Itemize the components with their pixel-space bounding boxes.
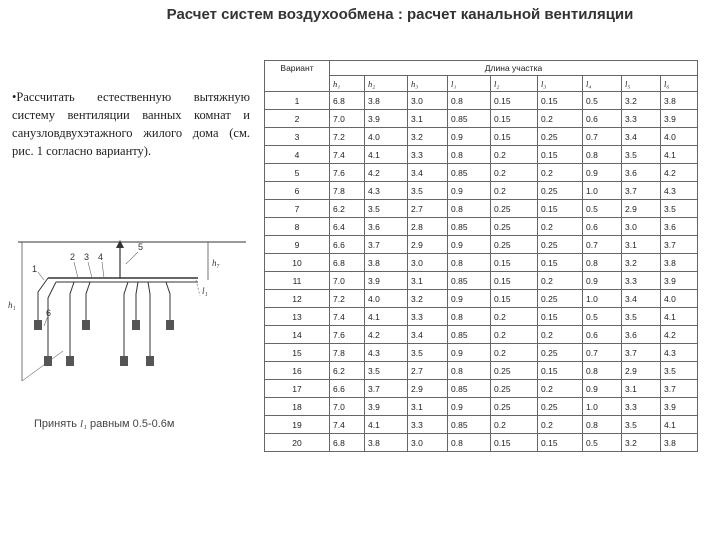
- ventilation-diagram: [8, 236, 258, 386]
- callout-leader: [88, 262, 92, 278]
- table-row: [265, 128, 698, 146]
- value-cell: 1.0: [583, 290, 622, 308]
- variant-cell: 3: [265, 128, 330, 146]
- exhaust-grille: [132, 320, 140, 330]
- value-cell: 3.7: [661, 380, 698, 398]
- value-cell: 3.9: [365, 272, 408, 290]
- variants-table: [264, 60, 698, 452]
- value-cell: 0.15: [538, 200, 583, 218]
- value-cell: 3.0: [408, 434, 448, 452]
- branch-duct: [166, 282, 170, 322]
- value-cell: 3.8: [661, 92, 698, 110]
- value-cell: 4.3: [365, 182, 408, 200]
- value-cell: 3.6: [661, 218, 698, 236]
- value-cell: 0.7: [583, 344, 622, 362]
- value-cell: 4.0: [365, 128, 408, 146]
- value-cell: 3.3: [622, 110, 661, 128]
- value-cell: 4.1: [365, 308, 408, 326]
- callout-label-3: 3: [84, 252, 90, 262]
- variant-cell: 12: [265, 290, 330, 308]
- callout-leader: [38, 272, 44, 280]
- value-cell: 0.9: [448, 344, 491, 362]
- value-cell: 6.6: [330, 236, 365, 254]
- variant-cell: 17: [265, 380, 330, 398]
- value-cell: 7.8: [330, 344, 365, 362]
- value-cell: 0.25: [491, 380, 538, 398]
- table-row: [265, 110, 698, 128]
- value-cell: 0.25: [538, 182, 583, 200]
- value-cell: 7.4: [330, 146, 365, 164]
- value-cell: 3.6: [622, 326, 661, 344]
- value-cell: 2.7: [408, 362, 448, 380]
- variant-cell: 8: [265, 218, 330, 236]
- value-cell: 2.8: [408, 218, 448, 236]
- column-header: l₄: [583, 76, 622, 92]
- value-cell: 0.9: [448, 128, 491, 146]
- value-cell: 3.8: [365, 92, 408, 110]
- value-cell: 3.9: [661, 110, 698, 128]
- column-header: h₃: [408, 76, 448, 92]
- callout-label-5: 5: [138, 242, 144, 252]
- value-cell: 0.5: [583, 92, 622, 110]
- value-cell: 0.25: [491, 218, 538, 236]
- value-cell: 3.5: [365, 362, 408, 380]
- value-cell: 0.8: [448, 200, 491, 218]
- value-cell: 0.9: [448, 290, 491, 308]
- value-cell: 3.6: [622, 164, 661, 182]
- value-cell: 7.6: [330, 326, 365, 344]
- branch-duct: [124, 282, 128, 356]
- value-cell: 0.9: [448, 236, 491, 254]
- value-cell: 7.2: [330, 128, 365, 146]
- exhaust-arrow: [116, 240, 124, 248]
- caption-prefix: Принять: [34, 418, 77, 430]
- value-cell: 0.2: [538, 326, 583, 344]
- value-cell: 4.0: [661, 290, 698, 308]
- column-header: h₁: [330, 76, 365, 92]
- value-cell: 0.2: [491, 182, 538, 200]
- value-cell: 3.7: [622, 344, 661, 362]
- value-cell: 3.3: [622, 272, 661, 290]
- column-header: l₂: [491, 76, 538, 92]
- value-cell: 0.6: [583, 218, 622, 236]
- value-cell: 4.0: [365, 290, 408, 308]
- value-cell: 0.6: [583, 326, 622, 344]
- value-cell: 6.2: [330, 200, 365, 218]
- value-cell: 4.1: [365, 416, 408, 434]
- variant-cell: 18: [265, 398, 330, 416]
- value-cell: 3.5: [408, 182, 448, 200]
- value-cell: 3.1: [408, 110, 448, 128]
- value-cell: 0.15: [538, 146, 583, 164]
- variant-cell: 11: [265, 272, 330, 290]
- value-cell: 3.5: [365, 200, 408, 218]
- value-cell: 3.5: [622, 308, 661, 326]
- callout-leader: [126, 252, 138, 264]
- value-cell: 3.2: [622, 92, 661, 110]
- value-cell: 7.0: [330, 398, 365, 416]
- value-cell: 0.5: [583, 200, 622, 218]
- value-cell: 0.2: [491, 308, 538, 326]
- value-cell: 0.15: [538, 92, 583, 110]
- value-cell: 3.5: [661, 362, 698, 380]
- value-cell: 0.25: [491, 200, 538, 218]
- value-cell: 0.9: [583, 164, 622, 182]
- column-header: l₁: [448, 76, 491, 92]
- variant-cell: 20: [265, 434, 330, 452]
- value-cell: 3.9: [365, 398, 408, 416]
- h1-label: h₁: [8, 300, 16, 310]
- value-cell: 4.3: [365, 344, 408, 362]
- value-cell: 3.5: [622, 146, 661, 164]
- variant-cell: 9: [265, 236, 330, 254]
- table-body: [265, 92, 698, 452]
- value-cell: 3.7: [365, 236, 408, 254]
- value-cell: 2.7: [408, 200, 448, 218]
- variant-cell: 13: [265, 308, 330, 326]
- value-cell: 3.7: [661, 236, 698, 254]
- value-cell: 0.8: [448, 308, 491, 326]
- value-cell: 4.2: [661, 326, 698, 344]
- callout-leader: [102, 262, 104, 278]
- value-cell: 3.5: [622, 416, 661, 434]
- l1-label: l₁: [202, 286, 208, 296]
- value-cell: 4.3: [661, 344, 698, 362]
- page-title: Расчет систем воздухообмена : расчет канальной вентиляции: [166, 6, 634, 23]
- variant-cell: 4: [265, 146, 330, 164]
- value-cell: 3.6: [365, 218, 408, 236]
- value-cell: 0.8: [583, 254, 622, 272]
- branch-duct: [70, 282, 74, 356]
- exhaust-grille: [34, 320, 42, 330]
- table-row: [265, 182, 698, 200]
- value-cell: 6.8: [330, 92, 365, 110]
- value-cell: 0.25: [538, 398, 583, 416]
- variant-cell: 15: [265, 344, 330, 362]
- value-cell: 7.4: [330, 416, 365, 434]
- value-cell: 1.0: [583, 182, 622, 200]
- variant-header: Вариант: [265, 61, 330, 92]
- value-cell: 0.25: [538, 344, 583, 362]
- value-cell: 7.0: [330, 272, 365, 290]
- value-cell: 3.4: [622, 128, 661, 146]
- value-cell: 0.15: [538, 362, 583, 380]
- value-cell: 3.0: [408, 92, 448, 110]
- exhaust-grille: [66, 356, 74, 366]
- value-cell: 3.3: [622, 398, 661, 416]
- value-cell: 0.85: [448, 416, 491, 434]
- value-cell: 4.2: [365, 164, 408, 182]
- value-cell: 0.85: [448, 164, 491, 182]
- value-cell: 3.3: [408, 416, 448, 434]
- table-row: [265, 236, 698, 254]
- table-row: [265, 218, 698, 236]
- callout-leader: [74, 262, 78, 278]
- value-cell: 3.1: [408, 398, 448, 416]
- table-row: [265, 164, 698, 182]
- value-cell: 3.1: [622, 380, 661, 398]
- value-cell: 7.6: [330, 164, 365, 182]
- value-cell: 3.8: [365, 434, 408, 452]
- value-cell: 0.85: [448, 218, 491, 236]
- column-header-row: [265, 76, 698, 92]
- variant-cell: 7: [265, 200, 330, 218]
- value-cell: 0.2: [538, 272, 583, 290]
- branch-duct: [86, 282, 90, 322]
- variant-cell: 2: [265, 110, 330, 128]
- value-cell: 3.4: [408, 164, 448, 182]
- value-cell: 3.5: [408, 344, 448, 362]
- value-cell: 7.2: [330, 290, 365, 308]
- value-cell: 0.25: [491, 236, 538, 254]
- table-row: [265, 254, 698, 272]
- callout-label-1: 1: [32, 264, 38, 274]
- value-cell: 0.2: [491, 326, 538, 344]
- caption: [34, 418, 254, 430]
- value-cell: 0.15: [491, 92, 538, 110]
- column-header: l₆: [661, 76, 698, 92]
- exhaust-grille: [82, 320, 90, 330]
- value-cell: 3.2: [408, 290, 448, 308]
- table-row: [265, 416, 698, 434]
- branch-duct: [48, 282, 56, 356]
- value-cell: 2.9: [622, 362, 661, 380]
- value-cell: 4.1: [661, 308, 698, 326]
- value-cell: 0.5: [583, 308, 622, 326]
- table-row: [265, 290, 698, 308]
- branch-duct: [148, 282, 150, 356]
- value-cell: 3.1: [622, 236, 661, 254]
- variant-cell: 6: [265, 182, 330, 200]
- value-cell: 3.4: [622, 290, 661, 308]
- value-cell: 0.9: [448, 182, 491, 200]
- column-header: h₂: [365, 76, 408, 92]
- value-cell: 0.6: [583, 110, 622, 128]
- exhaust-grille: [146, 356, 154, 366]
- caption-variable: l₁: [80, 418, 87, 430]
- value-cell: 3.9: [661, 398, 698, 416]
- value-cell: 0.2: [491, 344, 538, 362]
- caption-suffix: равным 0.5-0.6м: [89, 418, 175, 430]
- value-cell: 0.25: [538, 236, 583, 254]
- table-row: [265, 362, 698, 380]
- value-cell: 3.2: [622, 254, 661, 272]
- value-cell: 3.3: [408, 146, 448, 164]
- value-cell: 0.2: [491, 146, 538, 164]
- value-cell: 0.25: [538, 128, 583, 146]
- value-cell: 2.9: [408, 236, 448, 254]
- table-row: [265, 326, 698, 344]
- value-cell: 0.2: [538, 218, 583, 236]
- value-cell: 4.1: [661, 146, 698, 164]
- value-cell: 0.8: [583, 146, 622, 164]
- value-cell: 4.1: [661, 416, 698, 434]
- value-cell: 3.8: [661, 254, 698, 272]
- value-cell: 0.25: [538, 290, 583, 308]
- column-header: l₃: [538, 76, 583, 92]
- callout-label-2: 2: [70, 252, 76, 262]
- value-cell: 3.7: [365, 380, 408, 398]
- value-cell: 3.2: [622, 434, 661, 452]
- value-cell: 0.15: [491, 128, 538, 146]
- value-cell: 0.85: [448, 272, 491, 290]
- value-cell: 4.0: [661, 128, 698, 146]
- branch-duct: [136, 282, 138, 322]
- value-cell: 4.2: [365, 326, 408, 344]
- table-row: [265, 200, 698, 218]
- value-cell: 3.5: [661, 200, 698, 218]
- task-text: •Рассчитать естественную вытяжную систему вентиляции ванных комнат и санузловдвухэтажного жилого дома (см. рис. 1 согласно варианту).: [12, 90, 250, 158]
- value-cell: 3.8: [661, 434, 698, 452]
- variant-cell: 5: [265, 164, 330, 182]
- value-cell: 7.8: [330, 182, 365, 200]
- value-cell: 6.2: [330, 362, 365, 380]
- table-row: [265, 92, 698, 110]
- value-cell: 0.5: [583, 434, 622, 452]
- value-cell: 0.15: [491, 254, 538, 272]
- value-cell: 0.8: [448, 434, 491, 452]
- value-cell: 0.15: [491, 434, 538, 452]
- value-cell: 0.25: [491, 362, 538, 380]
- variant-cell: 19: [265, 416, 330, 434]
- value-cell: 0.15: [491, 110, 538, 128]
- table-row: [265, 398, 698, 416]
- value-cell: 0.85: [448, 380, 491, 398]
- span-header: Длина участка: [330, 61, 698, 76]
- value-cell: 0.2: [538, 416, 583, 434]
- value-cell: 3.7: [622, 182, 661, 200]
- table-row: [265, 434, 698, 452]
- value-cell: 2.9: [622, 200, 661, 218]
- hatch-line: [22, 351, 63, 381]
- value-cell: 3.8: [365, 254, 408, 272]
- variant-cell: 1: [265, 92, 330, 110]
- value-cell: 0.15: [491, 290, 538, 308]
- value-cell: 3.4: [408, 326, 448, 344]
- value-cell: 4.2: [661, 164, 698, 182]
- value-cell: 0.9: [583, 272, 622, 290]
- value-cell: 0.85: [448, 326, 491, 344]
- value-cell: 3.2: [408, 128, 448, 146]
- value-cell: 0.15: [538, 308, 583, 326]
- value-cell: 0.2: [538, 380, 583, 398]
- value-cell: 0.2: [538, 164, 583, 182]
- value-cell: 6.6: [330, 380, 365, 398]
- variant-cell: 14: [265, 326, 330, 344]
- value-cell: 6.4: [330, 218, 365, 236]
- exhaust-grille: [44, 356, 52, 366]
- value-cell: 0.85: [448, 110, 491, 128]
- value-cell: 0.15: [538, 254, 583, 272]
- table-row: [265, 308, 698, 326]
- value-cell: 0.8: [448, 254, 491, 272]
- value-cell: 0.9: [448, 398, 491, 416]
- value-cell: 0.2: [491, 416, 538, 434]
- callout-label-4: 4: [98, 252, 104, 262]
- value-cell: 0.8: [448, 362, 491, 380]
- value-cell: 0.25: [491, 398, 538, 416]
- value-cell: 3.0: [622, 218, 661, 236]
- value-cell: 0.8: [583, 416, 622, 434]
- variant-cell: 10: [265, 254, 330, 272]
- value-cell: 0.8: [448, 92, 491, 110]
- value-cell: 3.9: [661, 272, 698, 290]
- value-cell: 0.7: [583, 236, 622, 254]
- value-cell: 3.0: [408, 254, 448, 272]
- value-cell: 2.9: [408, 380, 448, 398]
- value-cell: 4.1: [365, 146, 408, 164]
- value-cell: 0.15: [538, 434, 583, 452]
- callout-label-6: 6: [46, 308, 52, 318]
- value-cell: 3.3: [408, 308, 448, 326]
- value-cell: 3.9: [365, 110, 408, 128]
- value-cell: 0.2: [491, 164, 538, 182]
- value-cell: 0.9: [583, 380, 622, 398]
- value-cell: 4.3: [661, 182, 698, 200]
- value-cell: 1.0: [583, 398, 622, 416]
- value-cell: 0.8: [448, 146, 491, 164]
- value-cell: 0.8: [583, 362, 622, 380]
- table-row: [265, 344, 698, 362]
- value-cell: 0.15: [491, 272, 538, 290]
- h7-label: h₇: [212, 258, 220, 268]
- table-row: [265, 146, 698, 164]
- exhaust-grille: [166, 320, 174, 330]
- value-cell: 0.7: [583, 128, 622, 146]
- variant-cell: 16: [265, 362, 330, 380]
- value-cell: 7.4: [330, 308, 365, 326]
- table-row: [265, 380, 698, 398]
- value-cell: 7.0: [330, 110, 365, 128]
- exhaust-grille: [120, 356, 128, 366]
- value-cell: 3.1: [408, 272, 448, 290]
- column-header: l₅: [622, 76, 661, 92]
- value-cell: 6.8: [330, 434, 365, 452]
- value-cell: 6.8: [330, 254, 365, 272]
- value-cell: 0.2: [538, 110, 583, 128]
- table-row: [265, 272, 698, 290]
